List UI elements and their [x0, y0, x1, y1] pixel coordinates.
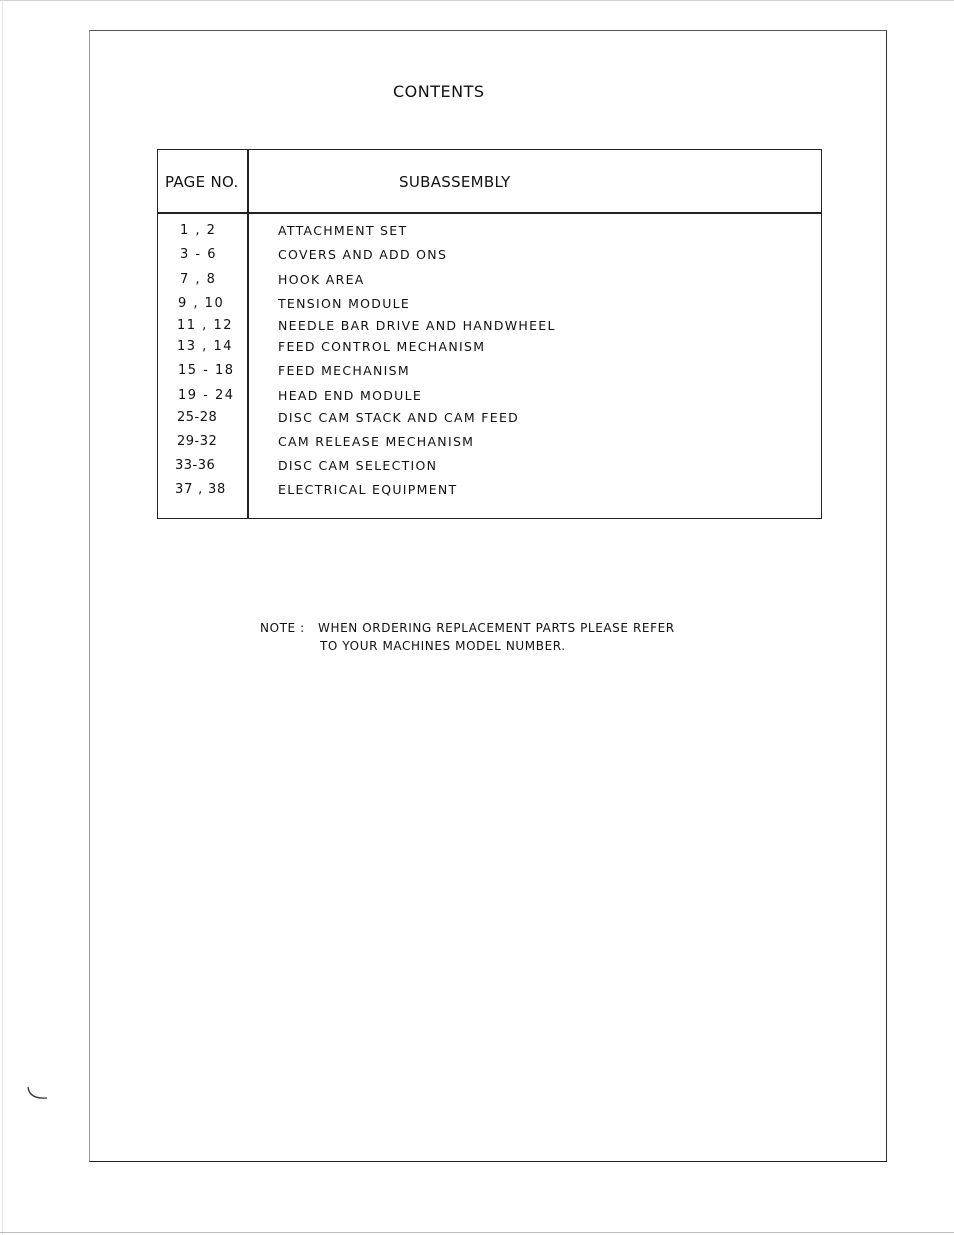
table-row — [158, 296, 821, 316]
table-row — [158, 318, 821, 338]
row-page-range: 25-28 — [177, 410, 218, 425]
row-page-range: 15 - 18 — [178, 363, 235, 378]
note-text-line-2: TO YOUR MACHINES MODEL NUMBER. — [320, 639, 566, 653]
row-page-range: 11 , 12 — [177, 318, 233, 333]
row-subassembly-name: FEED CONTROL MECHANISM — [278, 339, 486, 354]
table-row — [158, 410, 821, 430]
row-page-range: 29-32 — [177, 434, 218, 449]
table-row — [158, 434, 821, 454]
row-subassembly-name: HEAD END MODULE — [278, 388, 423, 403]
table-row — [158, 223, 821, 243]
table-row — [158, 339, 821, 359]
table-row — [158, 363, 821, 383]
scan-curl-mark — [26, 1086, 48, 1100]
note-text-line-1: WHEN ORDERING REPLACEMENT PARTS PLEASE REFER — [318, 621, 675, 635]
table-row — [158, 482, 821, 502]
row-page-range: 1 , 2 — [180, 223, 217, 238]
column-header-subassembly: SUBASSEMBLY — [399, 173, 511, 191]
scan-left-edge — [2, 0, 3, 1235]
table-row — [158, 458, 821, 478]
row-page-range: 9 , 10 — [178, 296, 225, 311]
row-page-range: 7 , 8 — [180, 272, 217, 287]
row-subassembly-name: NEEDLE BAR DRIVE AND HANDWHEEL — [278, 318, 556, 333]
row-page-range: 33-36 — [175, 458, 216, 473]
row-page-range: 37 , 38 — [175, 482, 227, 497]
contents-table — [157, 149, 822, 519]
row-page-range: 3 - 6 — [180, 247, 217, 262]
table-row — [158, 247, 821, 267]
ordering-note — [260, 619, 675, 655]
row-subassembly-name: FEED MECHANISM — [278, 363, 410, 378]
scan-bottom-edge — [0, 1232, 954, 1233]
row-page-range: 19 - 24 — [178, 388, 235, 403]
row-subassembly-name: HOOK AREA — [278, 272, 365, 287]
row-subassembly-name: ELECTRICAL EQUIPMENT — [278, 482, 458, 497]
row-subassembly-name: TENSION MODULE — [278, 296, 411, 311]
row-subassembly-name: CAM RELEASE MECHANISM — [278, 434, 475, 449]
row-subassembly-name: COVERS AND ADD ONS — [278, 247, 448, 262]
note-line-1 — [260, 619, 675, 637]
row-subassembly-name: ATTACHMENT SET — [278, 223, 408, 238]
table-header-divider — [158, 212, 821, 214]
page-title: CONTENTS — [393, 82, 485, 101]
table-row — [158, 388, 821, 408]
row-subassembly-name: DISC CAM SELECTION — [278, 458, 438, 473]
row-subassembly-name: DISC CAM STACK AND CAM FEED — [278, 410, 520, 425]
note-label: NOTE : — [260, 621, 305, 635]
column-header-page-no: PAGE NO. — [165, 173, 239, 191]
scan-top-edge — [0, 0, 954, 1]
table-row — [158, 272, 821, 292]
row-page-range: 13 , 14 — [177, 339, 233, 354]
